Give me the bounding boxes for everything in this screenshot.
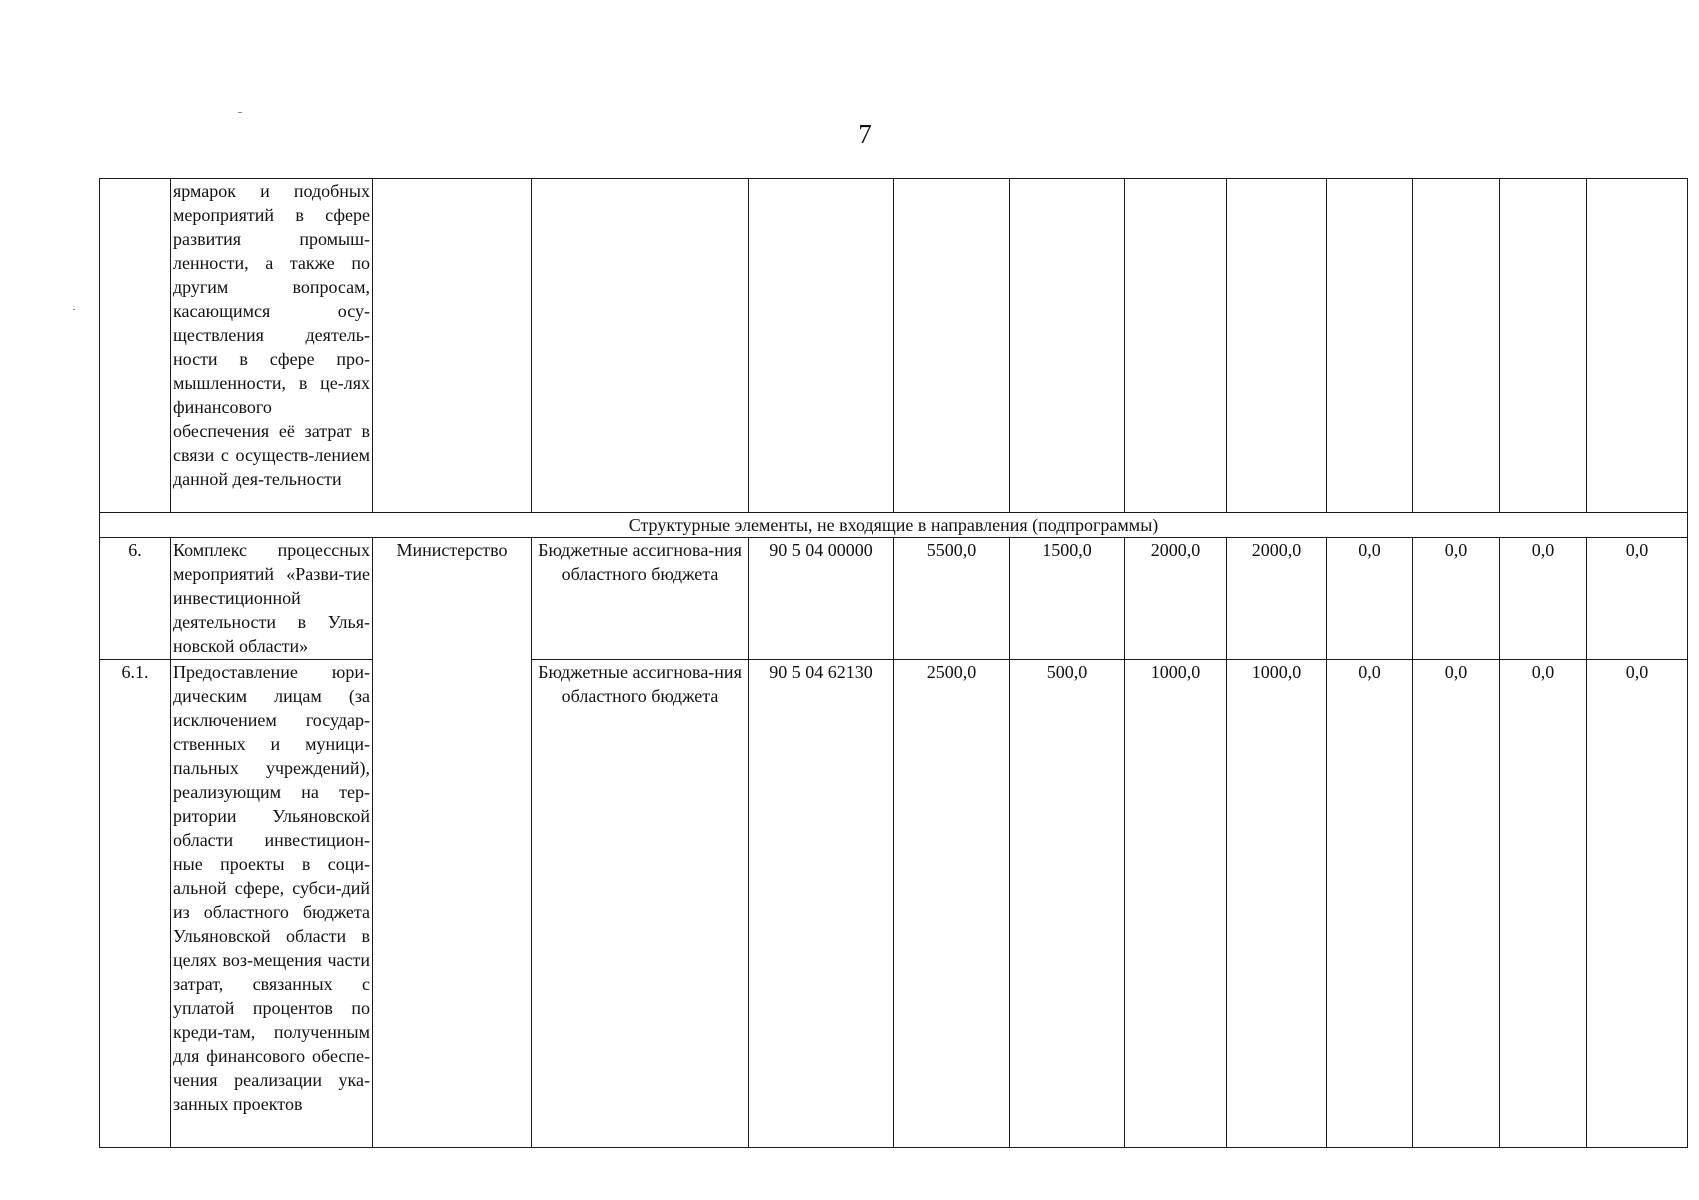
row-value: 0,0 <box>1413 660 1500 1148</box>
row-value: 1000,0 <box>1125 660 1227 1148</box>
cell-code <box>749 179 894 513</box>
row-value-total: 2500,0 <box>894 660 1010 1148</box>
cell-value <box>894 179 1010 513</box>
table-row <box>100 660 1688 1148</box>
scan-speck: ˉ <box>238 108 242 122</box>
row-value: 0,0 <box>1413 538 1500 660</box>
section-header-row <box>100 513 1688 538</box>
row-value: 500,0 <box>1010 660 1125 1148</box>
row-value: 0,0 <box>1500 538 1587 660</box>
cell-source <box>532 179 749 513</box>
cell-value <box>1413 179 1500 513</box>
row-value: 0,0 <box>1587 660 1688 1148</box>
cell-value <box>1125 179 1227 513</box>
row-value: 2000,0 <box>1125 538 1227 660</box>
row-value: 0,0 <box>1500 660 1587 1148</box>
row-value: 2000,0 <box>1227 538 1327 660</box>
row-value: 1000,0 <box>1227 660 1327 1148</box>
table-row-continued <box>100 179 1688 513</box>
page-number: 7 <box>858 119 872 149</box>
row-value: 0,0 <box>1327 660 1413 1148</box>
cell-value <box>1500 179 1587 513</box>
row-budget-code: 90 5 04 62130 <box>749 660 894 1148</box>
row-value: 1500,0 <box>1010 538 1125 660</box>
row-number: 6.1. <box>100 660 171 1148</box>
row-description: Предоставление юри-дическим лицам (за исключением государ-ственных и муници-пальных учреждений), реализующим на тер-ритории Ульяновской области инвестицион-ные проекты в соци-альной сфере, субси-дий из областного бюджета Ульяновской области в целях воз-мещения части затрат, связанных с уплатой процентов по креди-там, полученным для финансового обеспе-чения реализации ука-занных проектов <box>171 660 373 1148</box>
row-executor: Министерство <box>373 538 532 1148</box>
row-funding-source: Бюджетные ассигнова-ния областного бюджета <box>532 660 749 1148</box>
row-funding-source: Бюджетные ассигнова-ния областного бюджета <box>532 538 749 660</box>
cell-value <box>1327 179 1413 513</box>
row-number: 6. <box>100 538 171 660</box>
row-value-total: 5500,0 <box>894 538 1010 660</box>
row-budget-code: 90 5 04 00000 <box>749 538 894 660</box>
scan-speck: · <box>72 302 76 316</box>
row-value: 0,0 <box>1327 538 1413 660</box>
budget-table <box>99 178 1688 1148</box>
cell-description: ярмарок и подобных мероприятий в сфере развития промыш-ленности, а также по другим вопросам, касающимся осу-ществления деятель-ности в сфере про-мышленности, в це-лях финансового обеспечения её затрат в связи с осуществ-лением данной дея-тельности <box>171 179 373 513</box>
cell-value <box>1010 179 1125 513</box>
cell-num <box>100 179 171 513</box>
cell-value <box>1587 179 1688 513</box>
section-header: Структурные элементы, не входящие в направления (подпрограммы) <box>100 513 1688 538</box>
table-row <box>100 538 1688 660</box>
cell-executor <box>373 179 532 513</box>
row-description: Комплекс процессных мероприятий «Разви-тие инвестиционной деятельности в Улья-новской области» <box>171 538 373 660</box>
cell-value <box>1227 179 1327 513</box>
row-value: 0,0 <box>1587 538 1688 660</box>
